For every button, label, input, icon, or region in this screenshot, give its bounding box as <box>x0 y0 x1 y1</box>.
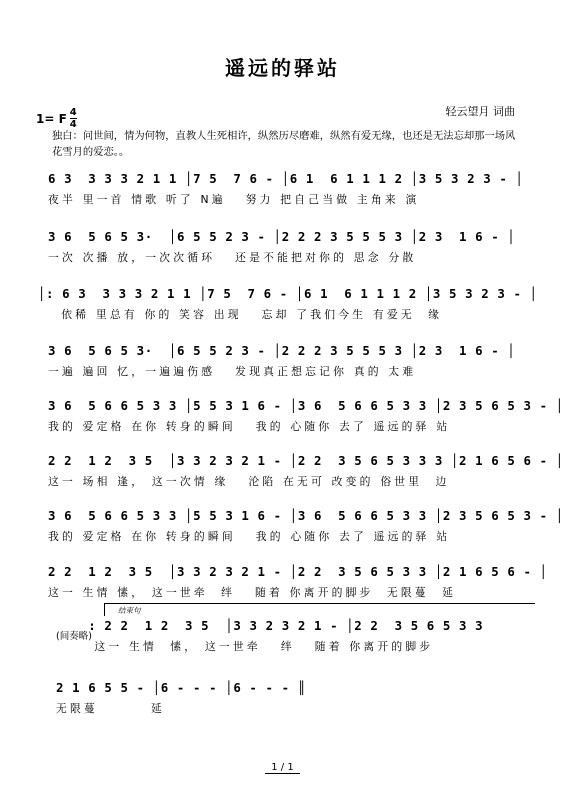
ending-label: 结束句 <box>118 606 141 615</box>
lyrics-line: 这一 生情 愫， 这一世牵 绊 随着 你离开的脚步 无限蔓 延 <box>48 586 457 599</box>
lyrics-line: 无限蔓 延 <box>56 702 166 715</box>
page-number <box>0 762 565 773</box>
time-signature <box>70 108 77 129</box>
lyrics-line: 这一 场相 逢， 这一次情 缘 沦陷 在无可 改变的 俗世里 边 <box>48 475 450 488</box>
notes-line: : 2 2 1 2 3 5 │3 3 2 3 2 1 - │2 2 3 5 6 5 3 3 <box>48 618 492 633</box>
key-signature <box>36 108 77 129</box>
notes-line: │: 6 3 3 3 3 2 1 1 │7 5 7 6 - │6 1 6 1 1 1 2 │3 5 3 2 3 - │ <box>38 286 538 301</box>
notes-line: 2 1 6 5 5 - │6 - - - │6 - - - ║ <box>56 680 306 695</box>
lyrics-line: 这一 生情 愫， 这一世牵 绊 随着 你离开的脚步 <box>48 640 434 653</box>
author-credit: 轻云望月 词曲 <box>445 105 515 118</box>
lyrics-line: 我的 爱定格 在你 转身的瞬间 我的 心随你 去了 遥远的驿 站 <box>48 530 451 543</box>
page-number-text: 1 / 1 <box>265 762 299 774</box>
lyrics-line: 我的 爱定格 在你 转身的瞬间 我的 心随你 去了 遥远的驿 站 <box>48 420 451 433</box>
time-top: 4 <box>69 107 77 118</box>
song-title: 遥远的驿站 <box>225 56 340 80</box>
ending-bracket <box>104 603 535 616</box>
notes-line: 6 3 3 3 3 2 1 1 │7 5 7 6 - │6 1 6 1 1 1 2 │3 5 3 2 3 - │ <box>48 171 524 186</box>
time-bottom: 4 <box>69 119 77 130</box>
interlude-label: (间奏略) <box>56 631 92 642</box>
notes-line: 2 2 1 2 3 5 │3 3 2 3 2 1 - │2 2 3 5 6 5 3 3 │2 1 6 5 6 - │ <box>48 564 548 579</box>
lyrics-line: 夜半 里一首 情歌 听了 N遍 努力 把自己当做 主角来 演 <box>48 193 420 206</box>
notes-line: 3 6 5 6 5 3· │6 5 5 2 3 - │2 2 2 3 5 5 5 3 │2 3 1 6 - │ <box>48 343 516 358</box>
notes-line: 3 6 5 6 6 5 3 3 │5 5 3 1 6 - │3 6 5 6 6 5 3 3 │2 3 5 6 5 3 - │ <box>48 398 564 413</box>
lyrics-line: 依稀 里总有 你的 笑容 出现 忘却 了我们今生 有爱无 缘 <box>48 308 443 321</box>
lyrics-line: 一次 次播 放，一次次循环 还是不能把对你的 思念 分散 <box>48 251 417 264</box>
intro-monologue: 独白：问世间，情为何物，直教人生死相许，纵然历尽磨难，纵然有爱无缘，也还是无法忘却那一场风花雪月的爱恋。。 <box>52 130 516 158</box>
lyrics-line: 一遍 遍回 忆，一遍遍伤感 发现真正想忘记你 真的 太难 <box>48 365 417 378</box>
key-label: 1= F <box>36 111 67 126</box>
notes-line: 2 2 1 2 3 5 │3 3 2 3 2 1 - │2 2 3 5 6 5 3 3 3 │2 1 6 5 6 - │ <box>48 453 564 468</box>
notes-line: 3 6 5 6 5 3· │6 5 5 2 3 - │2 2 2 3 5 5 5 3 │2 3 1 6 - │ <box>48 229 516 244</box>
notes-line: 3 6 5 6 6 5 3 3 │5 5 3 1 6 - │3 6 5 6 6 5 3 3 │2 3 5 6 5 3 - │ <box>48 508 564 523</box>
